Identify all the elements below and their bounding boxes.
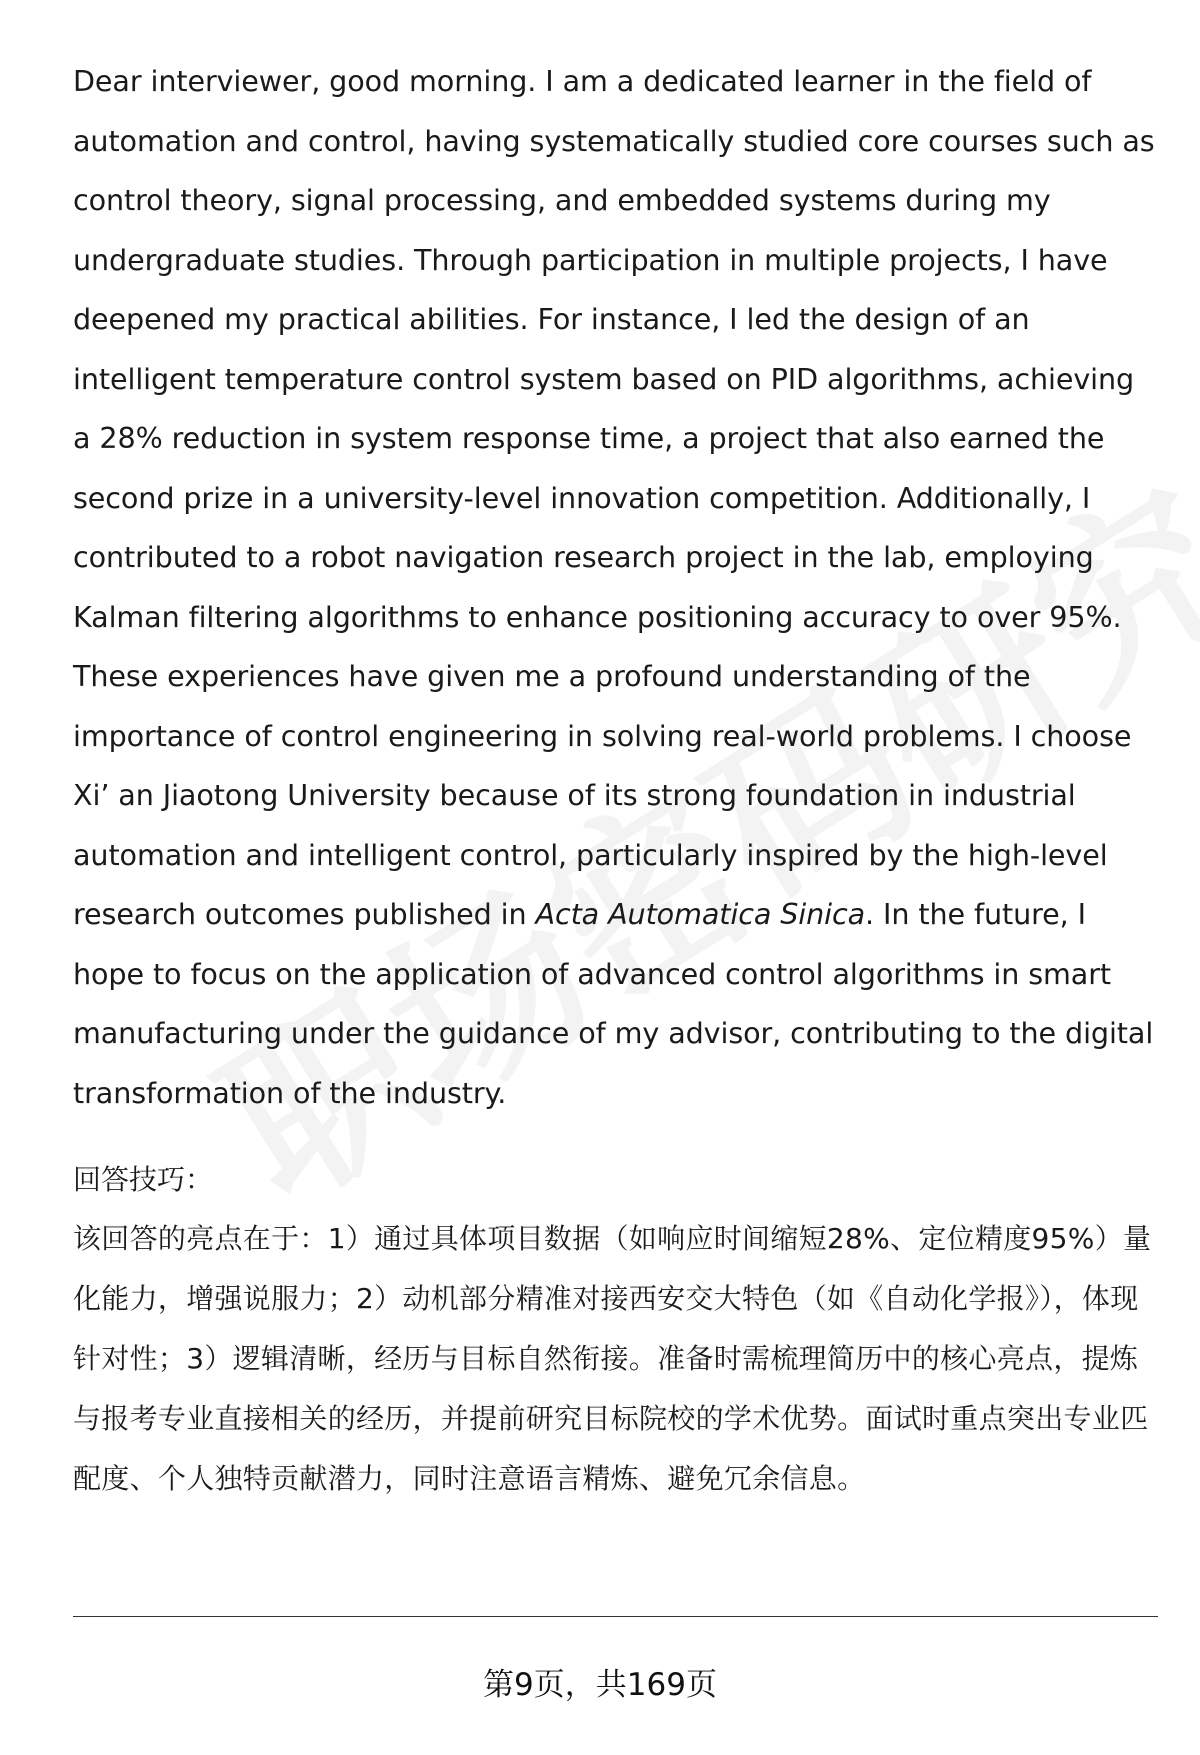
tips-heading: 回答技巧： <box>73 1163 214 1196</box>
footer-divider <box>73 1616 1158 1617</box>
answer-text-start: Dear interviewer, good morning. I am a dedicated learner in the field of automation and control, having systematically studied core courses such as control theory, signal processing, and embedded systems during my undergraduate studies. Through participation in multiple projects, I have deepened my practical abilities. For instance, I led the design of an intelligent temperature control system based on PID algorithms, achieving a 28% reduction in system response time, a project that also earned the second prize in a university-level innovation competition. Additionally, I contributed to a robot navigation research project in the lab, employing Kalman filtering algorithms to enhance positioning accuracy to over 95%. These experiences have given me a profound understanding of the importance of control engineering in solving real-world problems. I choose Xi’ an Jiaotong University because of its strong foundation in industrial automation and intelligent control, particularly inspired by the high-level research outcomes published in <box>73 64 1155 931</box>
answer-text-end: . In the future, I hope to focus on the application of advanced control algorithms in smart manufacturing under the guidance of my advisor, contributing to the digital transformation of the industry. <box>73 897 1154 1110</box>
document-page <box>73 52 1158 1509</box>
tips-paragraph: 该回答的亮点在于：1）通过具体项目数据（如响应时间缩短28%、定位精度95%）量化能力，增强说服力；2）动机部分精准对接西安交大特色（如《自动化学报》），体现针对性；3）逻辑清晰，经历与目标自然衔接。准备时需梳理简历中的核心亮点，提炼与报考专业直接相关的经历，并提前研究目标院校的学术优势。面试时重点突出专业匹配度、个人独特贡献潜力，同时注意语言精炼、避免冗余信息。 <box>73 1222 1152 1495</box>
answer-paragraph <box>73 52 1158 1123</box>
page-number: 第9页，共169页 <box>483 1667 717 1703</box>
journal-title: Acta Automatica Sinica <box>535 897 866 931</box>
